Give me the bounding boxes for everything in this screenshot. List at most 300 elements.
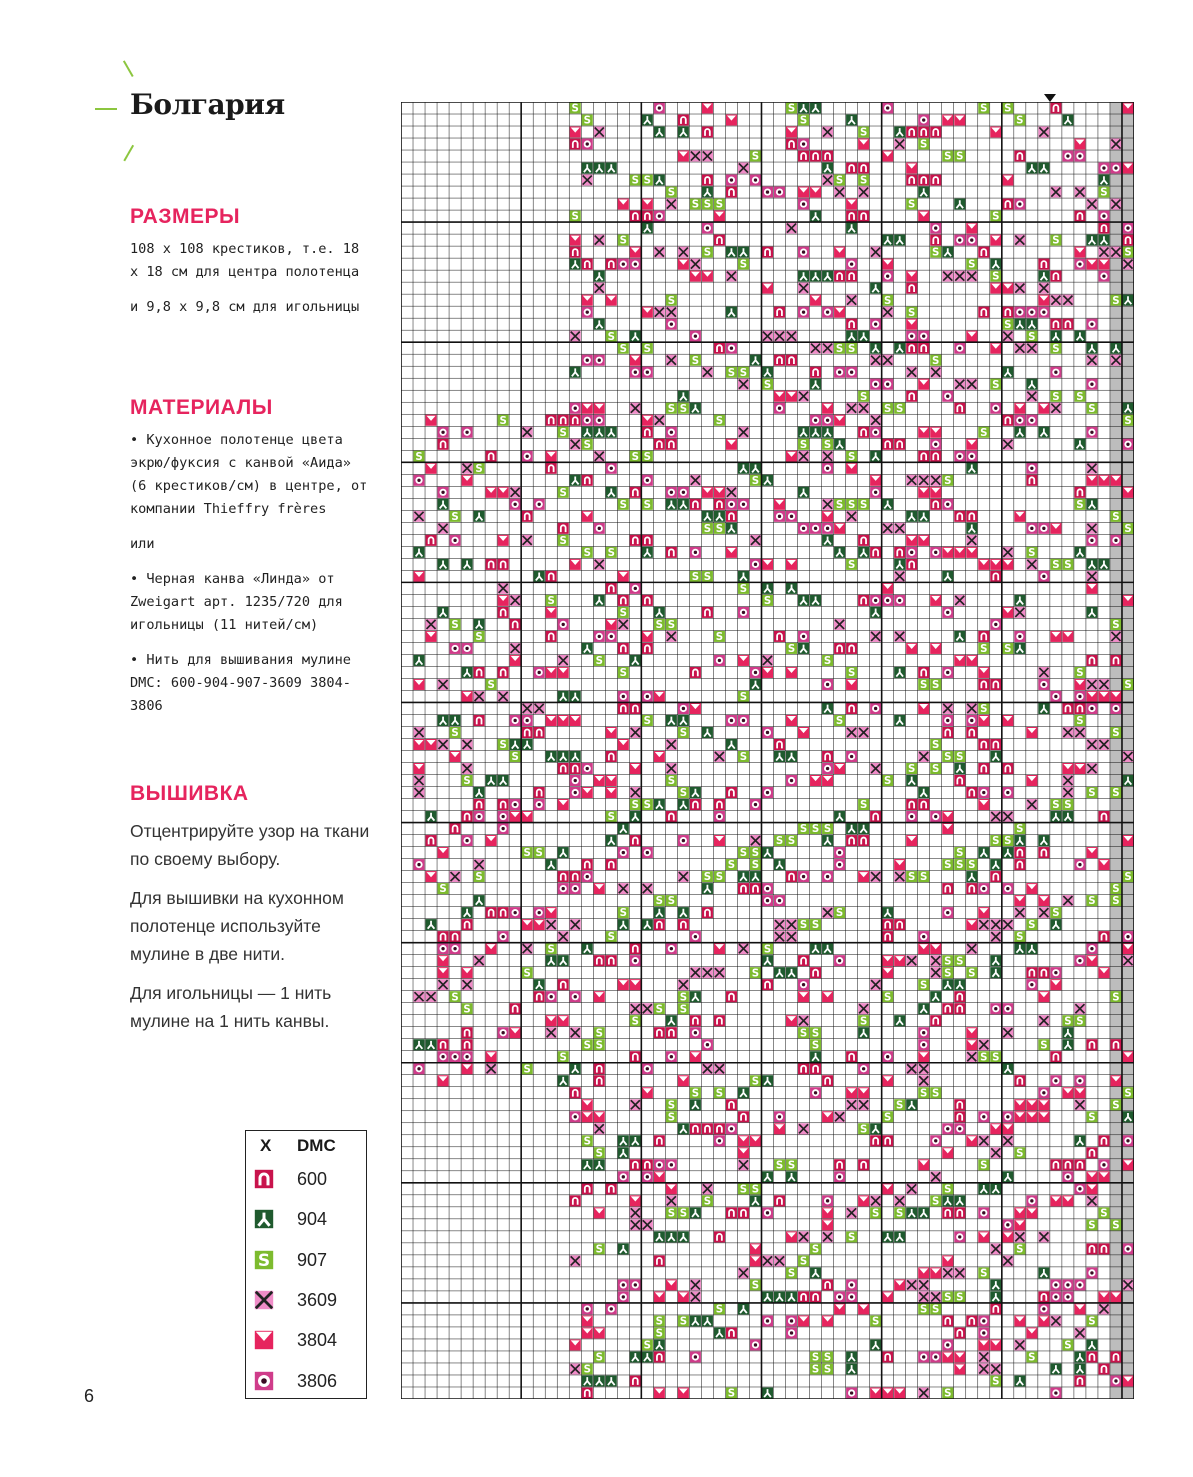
svg-text:S: S (439, 884, 447, 896)
stitch-3804 (582, 1315, 593, 1326)
stitch-600 (570, 1087, 581, 1098)
svg-text:S: S (920, 139, 928, 151)
stitch-907 (666, 619, 677, 631)
stitch-904 (1098, 235, 1109, 246)
svg-text:S: S (667, 1100, 676, 1112)
stitch-904 (966, 871, 977, 882)
svg-text:S: S (775, 836, 784, 848)
stitch-3806 (786, 1315, 797, 1326)
stitch-3806 (822, 679, 833, 690)
stitch-907 (822, 1351, 833, 1363)
svg-text:S: S (1124, 247, 1132, 259)
stitch-3806 (978, 883, 989, 894)
stitch-907 (738, 847, 749, 859)
stitch-3609 (882, 523, 893, 534)
stitch-600 (726, 1099, 737, 1110)
stitch-600 (942, 1315, 953, 1326)
stitch-3804 (978, 559, 989, 570)
stitch-3609 (870, 355, 881, 366)
stitch-907 (930, 739, 941, 751)
stitch-3804 (750, 1255, 761, 1266)
svg-text:S: S (739, 259, 748, 271)
stitch-907 (1014, 1147, 1025, 1159)
stitch-600 (594, 955, 605, 966)
stitch-904 (762, 583, 773, 594)
stitch-3804 (786, 715, 797, 726)
stitch-907 (798, 919, 809, 931)
stitch-907 (582, 114, 593, 126)
stitch-3804 (1062, 631, 1073, 642)
stitch-600 (642, 1159, 653, 1170)
stitch-3609 (690, 475, 701, 486)
stitch-3804 (630, 763, 641, 774)
stitch-3609 (930, 367, 941, 378)
stitch-3609 (978, 1351, 989, 1362)
stitch-904 (666, 1231, 677, 1242)
stitch-904 (810, 271, 821, 282)
stitch-3609 (798, 391, 809, 402)
stitch-3609 (1038, 907, 1049, 918)
stitch-907 (594, 1147, 605, 1159)
stitch-600 (630, 211, 641, 222)
stitch-904 (618, 823, 629, 834)
stitch-3804 (666, 1183, 677, 1194)
svg-text:S: S (595, 1352, 603, 1364)
stitch-3804 (642, 631, 653, 642)
svg-text:S: S (1064, 559, 1072, 571)
stitch-907 (462, 775, 473, 787)
svg-text:S: S (944, 752, 952, 764)
stitch-3804 (882, 967, 893, 978)
stitch-3806 (930, 223, 941, 234)
stitch-3804 (690, 1051, 701, 1062)
svg-text:S: S (511, 752, 519, 764)
stitch-3804 (822, 1315, 833, 1326)
svg-text:S: S (607, 932, 615, 944)
stitch-907 (1110, 619, 1121, 631)
stitch-3804 (618, 571, 629, 582)
stitch-904 (786, 583, 797, 594)
stitch-3804 (882, 955, 893, 966)
stitch-600 (834, 1159, 845, 1170)
stitch-3609 (1074, 727, 1085, 738)
stitch-907 (1110, 895, 1121, 907)
stitch-907 (750, 1183, 761, 1195)
stitch-904 (894, 126, 905, 137)
svg-text:S: S (823, 824, 832, 836)
stitch-904 (1098, 559, 1109, 570)
stitch-904 (570, 691, 581, 702)
stitch-3806 (1002, 883, 1013, 894)
stitch-3804 (462, 967, 473, 978)
stitch-904 (462, 907, 473, 918)
stitch-3804 (594, 883, 605, 894)
stitch-904 (582, 1159, 593, 1170)
stitch-3804 (918, 487, 929, 498)
stitch-600 (1062, 319, 1073, 330)
stitch-600 (798, 1291, 809, 1302)
svg-text:S: S (691, 199, 700, 211)
stitch-3804 (642, 199, 653, 210)
stitch-3804 (990, 343, 1001, 354)
stitch-600 (834, 643, 845, 654)
stitch-907 (858, 1123, 869, 1135)
stitch-600 (654, 919, 665, 930)
stitch-600 (954, 1099, 965, 1110)
stitch-3806 (594, 523, 605, 534)
stitch-904 (882, 1231, 893, 1242)
stitch-907 (642, 175, 653, 187)
stitch-904 (918, 187, 929, 198)
stitch-3806 (678, 487, 689, 498)
svg-text:S: S (1028, 547, 1036, 559)
stitch-3609 (1122, 1279, 1133, 1290)
stitch-3609 (666, 763, 677, 774)
stitch-3609 (834, 619, 845, 630)
stitch-3806 (690, 1027, 701, 1038)
stitch-3804 (1074, 763, 1085, 774)
stitch-3804 (822, 1111, 833, 1122)
stitch-3804 (702, 102, 713, 113)
stitch-3806 (654, 102, 665, 113)
stitch-600 (462, 919, 473, 930)
stitch-3804 (834, 1303, 845, 1314)
stitch-904 (690, 787, 701, 798)
stitch-3804 (438, 847, 449, 858)
svg-text:S: S (619, 499, 627, 511)
stitch-3806 (438, 487, 449, 498)
svg-text:S: S (739, 367, 748, 379)
stitch-3609 (413, 727, 424, 738)
stitch-3806 (1050, 1075, 1061, 1086)
stitch-600 (846, 643, 857, 654)
stitch-3804 (654, 1291, 665, 1302)
stitch-600 (1050, 319, 1061, 330)
stitch-3806 (762, 1207, 773, 1218)
stitch-3804 (1086, 259, 1097, 270)
stitch-3609 (255, 1291, 273, 1309)
stitch-907 (666, 1111, 677, 1123)
svg-text:S: S (956, 752, 964, 764)
svg-text:S: S (968, 259, 976, 271)
stitch-3806 (1026, 1195, 1037, 1206)
stitch-3806 (534, 499, 545, 510)
stitch-600 (966, 1315, 977, 1326)
stitch-3806 (618, 1279, 629, 1290)
svg-text:S: S (571, 211, 579, 223)
stitch-3804 (846, 1087, 857, 1098)
stitch-904 (762, 955, 773, 966)
stitch-907 (690, 355, 701, 367)
stitch-600 (858, 1159, 869, 1170)
stitch-907 (750, 151, 761, 163)
stitch-3609 (870, 1195, 881, 1206)
stitch-3804 (654, 751, 665, 762)
stitch-907 (1002, 643, 1013, 655)
stitch-3609 (413, 511, 424, 522)
stitch-3609 (594, 451, 605, 462)
stitch-3609 (1002, 1255, 1013, 1266)
stitch-3806 (918, 1351, 929, 1362)
svg-text:S: S (751, 968, 760, 980)
svg-text:S: S (1028, 1352, 1036, 1364)
stitch-3609 (498, 691, 509, 702)
stitch-600 (630, 535, 641, 546)
stitch-907 (738, 751, 749, 763)
stitch-600 (798, 1063, 809, 1074)
stitch-3806 (822, 523, 833, 534)
stitch-3609 (870, 871, 881, 882)
stitch-907 (822, 439, 833, 451)
stitch-3609 (462, 463, 473, 474)
stitch-3804 (546, 667, 557, 678)
stitch-3804 (1038, 895, 1049, 906)
svg-text:S: S (1124, 415, 1132, 427)
stitch-3806 (1014, 307, 1025, 318)
stitch-907 (498, 415, 509, 427)
svg-text:S: S (932, 1088, 940, 1100)
stitch-904 (750, 871, 761, 882)
stitch-907 (474, 463, 485, 475)
svg-text:S: S (980, 1160, 988, 1172)
stitch-3609 (1086, 355, 1097, 366)
stitch-3609 (522, 427, 533, 438)
stitch-3804 (666, 1279, 677, 1290)
stitch-3804 (918, 943, 929, 954)
stitch-600 (810, 1291, 821, 1302)
svg-text:S: S (847, 451, 856, 463)
stitch-904 (846, 223, 857, 234)
svg-text:S: S (487, 680, 495, 692)
stitch-600 (498, 559, 509, 570)
v-notch-symbol-icon (254, 1330, 274, 1350)
stitch-600 (702, 907, 713, 918)
stitch-3609 (1110, 631, 1121, 642)
stitch-907 (1122, 679, 1133, 691)
materials-paragraph: • Кухонное полотенце цвета экрю/фуксия с канвой «Аида» (6 крестиков/см) в центре, от компании Thieffry frères (130, 432, 368, 517)
stitch-907 (822, 823, 833, 835)
stitch-3609 (1038, 283, 1049, 294)
stitch-600 (702, 126, 713, 137)
stitch-904 (870, 607, 881, 618)
stitch-3804 (1026, 1207, 1037, 1218)
stitch-3806 (810, 1087, 821, 1098)
stitch-600 (666, 439, 677, 450)
stitch-600 (918, 343, 929, 354)
stitch-907 (930, 1087, 941, 1099)
stitch-904 (798, 102, 809, 113)
stitch-3806 (798, 307, 809, 318)
stitch-600 (966, 511, 977, 522)
stitch-3806 (1014, 199, 1025, 210)
stitch-600 (426, 835, 437, 846)
stitch-3806 (618, 691, 629, 702)
stitch-904 (690, 403, 701, 414)
stitch-3609 (510, 487, 521, 498)
stitch-907 (1014, 1243, 1025, 1255)
stitch-3804 (978, 1339, 989, 1350)
stitch-3609 (930, 967, 941, 978)
stitch-3609 (1002, 1027, 1013, 1038)
svg-text:S: S (1052, 559, 1060, 571)
stitch-904 (918, 1003, 929, 1014)
stitch-3806 (1050, 967, 1061, 978)
stitch-600 (630, 835, 641, 846)
stitch-600 (450, 931, 461, 942)
stitch-3806 (666, 319, 677, 330)
stitch-600 (858, 535, 869, 546)
stitch-3804 (546, 907, 557, 918)
stitch-3806 (738, 607, 749, 618)
stitch-907 (654, 619, 665, 631)
stitch-907 (1086, 403, 1097, 415)
stitch-600 (1038, 847, 1049, 858)
stitch-600 (570, 1195, 581, 1206)
stitch-3609 (426, 991, 437, 1002)
stitch-907 (462, 1003, 473, 1015)
stitch-904 (762, 367, 773, 378)
stitch-3609 (1014, 283, 1025, 294)
svg-text:S: S (451, 992, 459, 1004)
stitch-907 (606, 331, 617, 343)
stitch-3806 (762, 1315, 773, 1326)
stitch-907 (882, 403, 893, 415)
stitch-600 (822, 751, 833, 762)
stitch-3806 (630, 955, 641, 966)
stitch-3804 (930, 1267, 941, 1278)
stitch-904 (1074, 1363, 1085, 1374)
stitch-907 (846, 451, 857, 463)
stitch-3609 (834, 1111, 845, 1122)
stitch-907 (858, 391, 869, 403)
stitch-3804 (1050, 631, 1061, 642)
stitch-3804 (942, 811, 953, 822)
stitch-3804 (822, 991, 833, 1002)
stitch-600 (882, 1351, 893, 1362)
stitch-3804 (774, 1123, 785, 1134)
stitch-600 (786, 355, 797, 366)
svg-text:S: S (920, 1304, 928, 1316)
stitch-3609 (570, 1363, 581, 1374)
stitch-3806 (942, 907, 953, 918)
stitch-3609 (1062, 787, 1073, 798)
stitch-600 (954, 1327, 965, 1338)
stitch-600 (858, 835, 869, 846)
stitch-907 (654, 895, 665, 907)
stitch-600 (774, 307, 785, 318)
stitch-3609 (918, 1075, 929, 1086)
stitch-904 (822, 703, 833, 714)
stitch-3609 (714, 1063, 725, 1074)
stitch-600 (942, 1003, 953, 1014)
stitch-3609 (846, 1099, 857, 1110)
stitch-904 (906, 511, 917, 522)
stitch-904 (1086, 607, 1097, 618)
stitch-600 (690, 667, 701, 678)
stitch-907 (450, 619, 461, 631)
stitch-907 (642, 799, 653, 811)
stitch-907 (1122, 523, 1133, 535)
stitch-904 (606, 487, 617, 498)
stitch-907 (702, 199, 713, 211)
stitch-904 (1014, 643, 1025, 654)
stitch-3806 (750, 175, 761, 186)
stitch-904 (570, 751, 581, 762)
svg-text:S: S (643, 800, 652, 812)
stitch-3609 (690, 259, 701, 270)
stitch-907 (1074, 391, 1085, 403)
stitch-3609 (942, 703, 953, 714)
stitch-907 (1110, 511, 1121, 523)
stitch-3806 (522, 451, 533, 462)
stitch-3806 (1086, 703, 1097, 714)
stitch-904 (702, 187, 713, 198)
stitch-907 (666, 187, 677, 199)
stitch-907 (798, 823, 809, 835)
stitch-907 (882, 1111, 893, 1123)
stitch-904 (798, 643, 809, 654)
stitch-3609 (702, 967, 713, 978)
stitch-904 (846, 1351, 857, 1362)
stitch-907 (990, 379, 1001, 391)
stitch-600 (810, 367, 821, 378)
stitch-3609 (918, 751, 929, 762)
stitch-907 (930, 247, 941, 259)
stitch-3609 (1122, 955, 1133, 966)
stitch-3806 (738, 499, 749, 510)
stitch-3806 (930, 811, 941, 822)
stitch-907 (1110, 1099, 1121, 1111)
stitch-3804 (594, 403, 605, 414)
svg-text:S: S (1112, 511, 1120, 523)
stitch-3609 (1050, 295, 1061, 306)
svg-text:S: S (475, 872, 483, 884)
stitch-3804 (798, 1315, 809, 1326)
svg-text:S: S (463, 1004, 471, 1016)
stitch-3804 (978, 799, 989, 810)
stitch-907 (570, 211, 581, 223)
stitch-3804 (966, 223, 977, 234)
stitch-904 (702, 511, 713, 522)
stitch-3609 (822, 175, 833, 186)
stitch-3804 (918, 535, 929, 546)
stitch-3609 (738, 427, 749, 438)
svg-text:S: S (679, 992, 688, 1004)
stitch-3609 (930, 1171, 941, 1182)
stitch-904 (1086, 499, 1097, 510)
stitch-3806 (642, 1063, 653, 1074)
stitch-600 (546, 571, 557, 582)
stitch-907 (486, 679, 497, 691)
stitch-3806 (774, 187, 785, 198)
stitch-3804 (558, 1015, 569, 1026)
stitch-3806 (978, 1327, 989, 1338)
stitch-907 (810, 1363, 821, 1375)
stitch-904 (702, 1315, 713, 1326)
stitch-907 (798, 114, 809, 126)
stitch-3804 (882, 1387, 893, 1398)
stitch-3609 (738, 379, 749, 390)
svg-text:S: S (956, 956, 964, 968)
stitch-600 (714, 499, 725, 510)
stitch-907 (1062, 799, 1073, 811)
stitch-600 (714, 235, 725, 246)
stitch-3806 (1074, 151, 1085, 162)
stitch-904 (978, 847, 989, 858)
stitch-3804 (918, 703, 929, 714)
stitch-3804 (930, 643, 941, 654)
stitch-600 (798, 955, 809, 966)
